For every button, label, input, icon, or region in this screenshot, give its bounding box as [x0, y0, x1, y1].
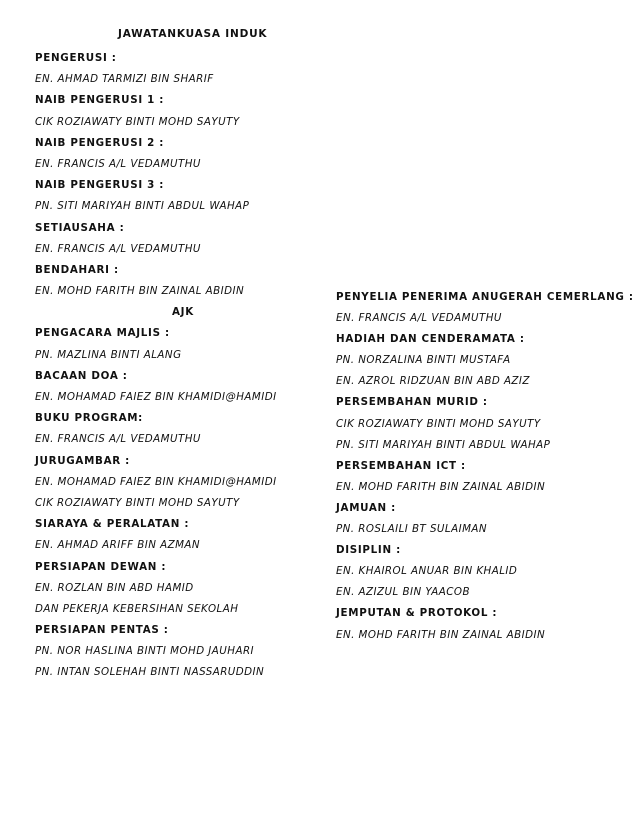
member-name: CIK ROZIAWATY BINTI MOHD SAYUTY	[35, 115, 240, 128]
left-column	[35, 48, 335, 684]
member-name: PN. NOR HASLINA BINTI MOHD JAUHARI	[35, 645, 255, 658]
member-name: PN. MAZLINA BINTI ALANG	[35, 348, 182, 361]
member-name: PN. INTAN SOLEHAH BINTI NASSARUDDIN	[35, 666, 265, 679]
member-name: PN. NORZALINA BINTI MUSTAFA	[336, 354, 511, 367]
role-heading: BUKU PROGRAM:	[35, 412, 143, 425]
member-name: EN. MOHAMAD FAIEZ BIN KHAMIDI@HAMIDI	[35, 391, 277, 403]
member-name: EN. MOHD FARITH BIN ZAINAL ABIDIN	[336, 628, 546, 641]
member-name: PN. SITI MARIYAH BINTI ABDUL WAHAP	[336, 438, 551, 451]
role-heading: PERSEMBAHAN ICT :	[336, 459, 466, 472]
member-name: EN. KHAIROL ANUAR BIN KHALID	[336, 565, 518, 578]
member-name: EN. AHMAD ARIFF BIN AZMAN	[35, 539, 201, 552]
role-heading: NAIB PENGERUSI 1 :	[35, 94, 165, 107]
role-heading: PENYELIA PENERIMA ANUGERAH CEMERLANG :	[336, 291, 634, 303]
role-heading: JEMPUTAN & PROTOKOL :	[336, 607, 498, 620]
member-name: EN. MOHAMAD FAIEZ BIN KHAMIDI@HAMIDI	[35, 475, 277, 488]
document-title: JAWATANKUASA INDUK	[118, 28, 268, 40]
role-heading: SIARAYA & PERALATAN :	[35, 518, 190, 531]
role-heading: DISIPLIN :	[336, 544, 401, 557]
role-heading: BENDAHARI :	[35, 263, 119, 276]
member-name: EN. MOHD FARITH BIN ZAINAL ABIDIN	[336, 480, 546, 493]
section-heading: AJK	[172, 306, 194, 319]
member-name: EN. FRANCIS A/L VEDAMUTHU	[336, 312, 502, 325]
role-heading: PERSIAPAN DEWAN :	[35, 560, 167, 573]
member-name: EN. FRANCIS A/L VEDAMUTHU	[35, 242, 201, 255]
role-heading: HADIAH DAN CENDERAMATA :	[336, 333, 525, 346]
role-heading: NAIB PENGERUSI 2 :	[35, 136, 165, 149]
role-heading: BACAAN DOA :	[35, 369, 128, 382]
member-name: PN. SITI MARIYAH BINTI ABDUL WAHAP	[35, 200, 250, 213]
member-name: PN. ROSLAILI BT SULAIMAN	[336, 523, 488, 536]
member-name: EN. AHMAD TARMIZI BIN SHARIF	[35, 73, 214, 86]
right-column	[336, 287, 636, 646]
member-name: EN. ROZLAN BIN ABD HAMID	[35, 581, 194, 594]
role-heading: PERSIAPAN PENTAS :	[35, 624, 169, 637]
role-heading: PERSEMBAHAN MURID :	[336, 396, 488, 409]
member-name: EN. AZROL RIDZUAN BIN ABD AZIZ	[336, 375, 530, 388]
role-heading: JURUGAMBAR :	[35, 454, 130, 467]
role-heading: PENGERUSI :	[35, 52, 117, 64]
role-heading: PENGACARA MAJLIS :	[35, 327, 170, 340]
role-heading: NAIB PENGERUSI 3 :	[35, 179, 165, 192]
member-name: EN. AZIZUL BIN YAACOB	[336, 586, 470, 599]
member-name: DAN PEKERJA KEBERSIHAN SEKOLAH	[35, 602, 239, 615]
member-name: EN. FRANCIS A/L VEDAMUTHU	[35, 157, 201, 170]
role-heading: SETIAUSAHA :	[35, 221, 125, 234]
member-name: CIK ROZIAWATY BINTI MOHD SAYUTY	[35, 496, 240, 509]
member-name: EN. MOHD FARITH BIN ZAINAL ABIDIN	[35, 285, 245, 298]
member-name: CIK ROZIAWATY BINTI MOHD SAYUTY	[336, 417, 541, 430]
member-name: EN. FRANCIS A/L VEDAMUTHU	[35, 433, 201, 446]
role-heading: JAMUAN :	[336, 501, 396, 514]
